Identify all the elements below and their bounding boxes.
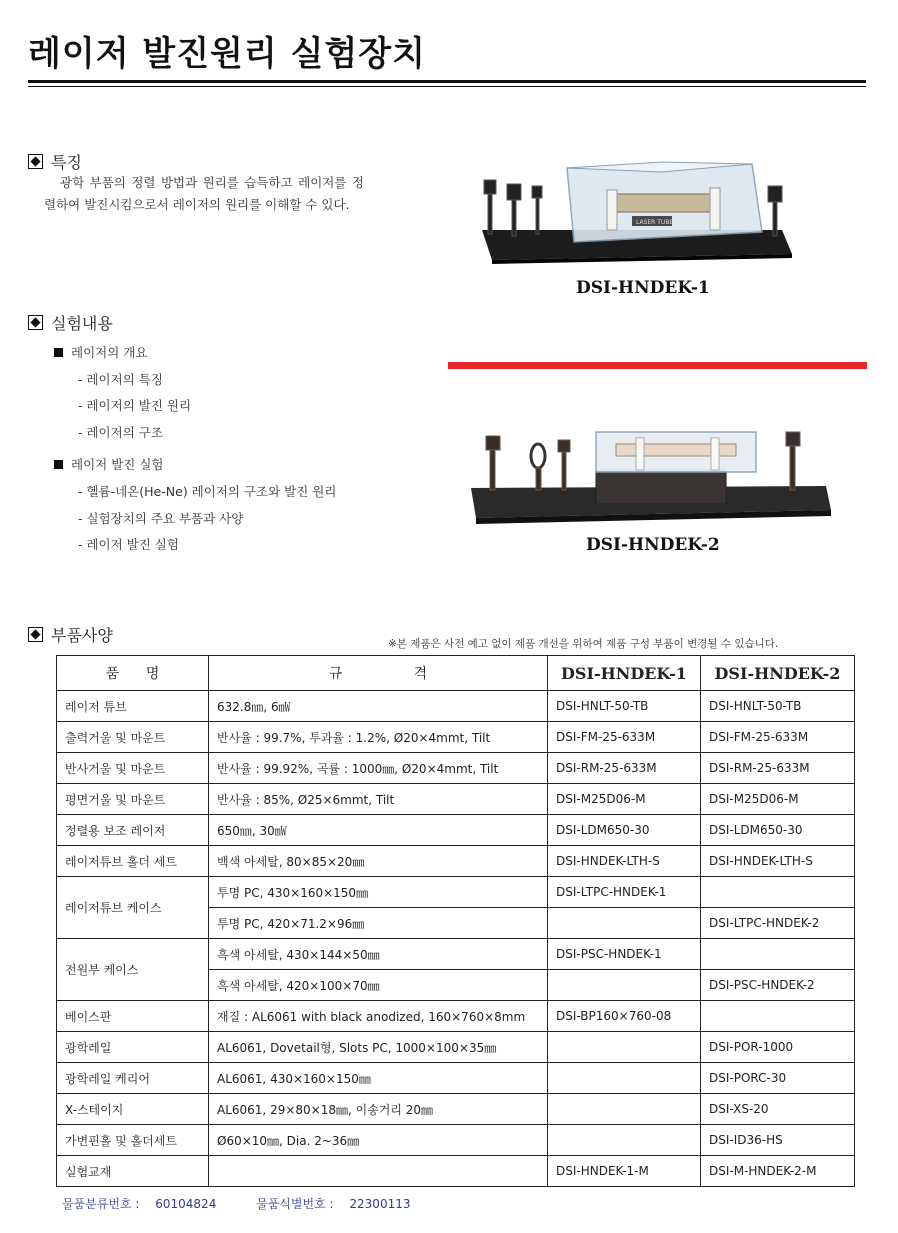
- cell-name: 가변핀홀 및 홀더세트: [57, 1125, 209, 1156]
- id-number-label: 물품식별번호 :: [256, 1197, 334, 1211]
- cell-name: X-스테이지: [57, 1094, 209, 1125]
- cell-spec: 반사율 : 85%, Ø25×6mmt, Tilt: [209, 784, 548, 815]
- page-title: 레이저 발진원리 실험장치: [28, 34, 426, 74]
- cell-name: 평면거울 및 마운트: [57, 784, 209, 815]
- cell-model-1: [548, 1094, 701, 1125]
- cell-model-2: DSI-M25D06-M: [701, 784, 855, 815]
- specs-heading-label: 부품사양: [51, 626, 113, 645]
- cell-model-2: DSI-ID36-HS: [701, 1125, 855, 1156]
- cell-model-1: DSI-BP160×760-08: [548, 1001, 701, 1032]
- cell-model-2: DSI-PSC-HNDEK-2: [701, 970, 855, 1001]
- contents-group-experiment: [54, 455, 163, 473]
- cell-model-1: [548, 1063, 701, 1094]
- cell-model-2: DSI-M-HNDEK-2-M: [701, 1156, 855, 1187]
- cell-model-1: DSI-HNLT-50-TB: [548, 691, 701, 722]
- product-label-2: DSI-HNDEK-2: [586, 535, 720, 555]
- header-model-1: DSI-HNDEK-1: [548, 656, 701, 691]
- diamond-bullet-icon: [28, 315, 43, 330]
- spec-table: [56, 655, 855, 1187]
- table-row: [57, 753, 855, 784]
- cell-model-1: DSI-FM-25-633M: [548, 722, 701, 753]
- cell-name: 실험교재: [57, 1156, 209, 1187]
- square-bullet-icon: [54, 348, 63, 357]
- cell-spec: 흑색 아세탈, 430×144×50㎜: [209, 939, 548, 970]
- cell-name: 레이저 튜브: [57, 691, 209, 722]
- specs-note: ※본 제품은 사전 예고 없이 제품 개선을 위하여 제품 구성 부품이 변경될 수 있습니다.: [388, 638, 779, 650]
- cell-name: 출력거울 및 마운트: [57, 722, 209, 753]
- diamond-bullet-icon: [28, 627, 43, 642]
- cell-model-2: DSI-LDM650-30: [701, 815, 855, 846]
- list-item: - 레이저의 발진 원리: [78, 398, 192, 413]
- header-spec: 규 격: [209, 656, 548, 691]
- table-row: [57, 1156, 855, 1187]
- cell-model-2: DSI-RM-25-633M: [701, 753, 855, 784]
- contents-heading: [28, 311, 113, 334]
- cell-model-2: DSI-HNLT-50-TB: [701, 691, 855, 722]
- contents-group-title: 레이저의 개요: [71, 345, 148, 360]
- header-item-name: 품 명: [57, 656, 209, 691]
- product-label-1: DSI-HNDEK-1: [576, 278, 710, 298]
- table-row: [57, 784, 855, 815]
- cell-name: 반사거울 및 마운트: [57, 753, 209, 784]
- cell-spec: Ø60×10㎜, Dia. 2~36㎜: [209, 1125, 548, 1156]
- class-number-label: 물품분류번호 :: [62, 1197, 140, 1211]
- diamond-bullet-icon: [28, 154, 43, 169]
- cell-model-2: DSI-PORC-30: [701, 1063, 855, 1094]
- cell-name: 광학레일 케리어: [57, 1063, 209, 1094]
- cell-spec: 재질 : AL6061 with black anodized, 160×760×8mm: [209, 1001, 548, 1032]
- cell-model-1: DSI-HNDEK-1-M: [548, 1156, 701, 1187]
- cell-model-1: [548, 908, 701, 939]
- product-photo-hndek-2: [466, 426, 836, 526]
- cell-name: 베이스판: [57, 1001, 209, 1032]
- cell-spec: 632.8㎚, 6㎽: [209, 691, 548, 722]
- contents-group-title: 레이저 발진 실험: [71, 457, 164, 472]
- cell-model-2: DSI-XS-20: [701, 1094, 855, 1125]
- tube-label: LASER TUBE: [636, 219, 674, 226]
- cell-model-1: DSI-HNDEK-LTH-S: [548, 846, 701, 877]
- table-row: [57, 939, 855, 970]
- square-bullet-icon: [54, 460, 63, 469]
- table-row: [57, 1063, 855, 1094]
- list-item: - 실험장치의 주요 부품과 사양: [78, 511, 244, 526]
- cell-model-1: DSI-M25D06-M: [548, 784, 701, 815]
- class-number-value: 60104824: [155, 1197, 217, 1211]
- cell-spec: 투명 PC, 430×160×150㎜: [209, 877, 548, 908]
- cell-name: 전원부 케이스: [57, 939, 209, 1001]
- table-row: [57, 1001, 855, 1032]
- title-rule: [28, 80, 866, 83]
- cell-model-2: DSI-POR-1000: [701, 1032, 855, 1063]
- cell-model-2: [701, 939, 855, 970]
- list-item: - 레이저 발진 실험: [78, 537, 179, 552]
- table-header-row: [57, 656, 855, 691]
- cell-model-1: DSI-LTPC-HNDEK-1: [548, 877, 701, 908]
- cell-model-2: [701, 877, 855, 908]
- table-row: [57, 691, 855, 722]
- cell-model-1: [548, 1032, 701, 1063]
- cell-spec: 흑색 아세탈, 420×100×70㎜: [209, 970, 548, 1001]
- cell-spec: 650㎚, 30㎽: [209, 815, 548, 846]
- cell-spec: AL6061, 430×160×150㎜: [209, 1063, 548, 1094]
- table-row: [57, 1094, 855, 1125]
- cell-spec: [209, 1156, 548, 1187]
- contents-heading-label: 실험내용: [51, 314, 113, 333]
- cell-spec: 반사율 : 99.92%, 곡률 : 1000㎜, Ø20×4mmt, Tilt: [209, 753, 548, 784]
- table-row: [57, 877, 855, 908]
- cell-spec: 투명 PC, 420×71.2×96㎜: [209, 908, 548, 939]
- list-item: - 헬륨-네온(He-Ne) 레이저의 구조와 발진 원리: [78, 484, 337, 499]
- cell-model-2: DSI-LTPC-HNDEK-2: [701, 908, 855, 939]
- features-heading-label: 특징: [51, 153, 82, 172]
- cell-model-1: [548, 1125, 701, 1156]
- list-item: - 레이저의 특징: [78, 372, 163, 387]
- contents-group-overview: [54, 343, 147, 361]
- cell-name: 레이저튜브 홀더 세트: [57, 846, 209, 877]
- cell-model-1: DSI-LDM650-30: [548, 815, 701, 846]
- table-row: [57, 815, 855, 846]
- cell-model-2: [701, 1001, 855, 1032]
- cell-spec: AL6061, 29×80×18㎜, 이송거리 20㎜: [209, 1094, 548, 1125]
- table-row: [57, 1032, 855, 1063]
- cell-spec: 반사율 : 99.7%, 투과율 : 1.2%, Ø20×4mmt, Tilt: [209, 722, 548, 753]
- cell-spec: AL6061, Dovetail형, Slots PC, 1000×100×35㎜: [209, 1032, 548, 1063]
- title-rule-thin: [28, 86, 866, 87]
- cell-spec: 백색 아세탈, 80×85×20㎜: [209, 846, 548, 877]
- footer-ids: [62, 1195, 422, 1212]
- id-number-value: 22300113: [349, 1197, 411, 1211]
- features-description: 광학 부품의 정렬 방법과 원리를 습득하고 레이저를 정렬하여 발진시킴으로서 레이저의 원리를 이해할 수 있다.: [44, 175, 364, 212]
- specs-heading: [28, 623, 113, 646]
- features-heading: [28, 150, 82, 173]
- table-row: [57, 1125, 855, 1156]
- product-photo-hndek-1: [462, 150, 802, 268]
- cell-model-2: DSI-HNDEK-LTH-S: [701, 846, 855, 877]
- list-item: - 레이저의 구조: [78, 425, 163, 440]
- cell-model-1: [548, 970, 701, 1001]
- cell-name: 정렬용 보조 레이저: [57, 815, 209, 846]
- accent-divider: [448, 362, 867, 369]
- cell-name: 광학레일: [57, 1032, 209, 1063]
- cell-name: 레이저튜브 케이스: [57, 877, 209, 939]
- cell-model-2: DSI-FM-25-633M: [701, 722, 855, 753]
- header-model-2: DSI-HNDEK-2: [701, 656, 855, 691]
- table-row: [57, 722, 855, 753]
- cell-model-1: DSI-RM-25-633M: [548, 753, 701, 784]
- table-row: [57, 846, 855, 877]
- cell-model-1: DSI-PSC-HNDEK-1: [548, 939, 701, 970]
